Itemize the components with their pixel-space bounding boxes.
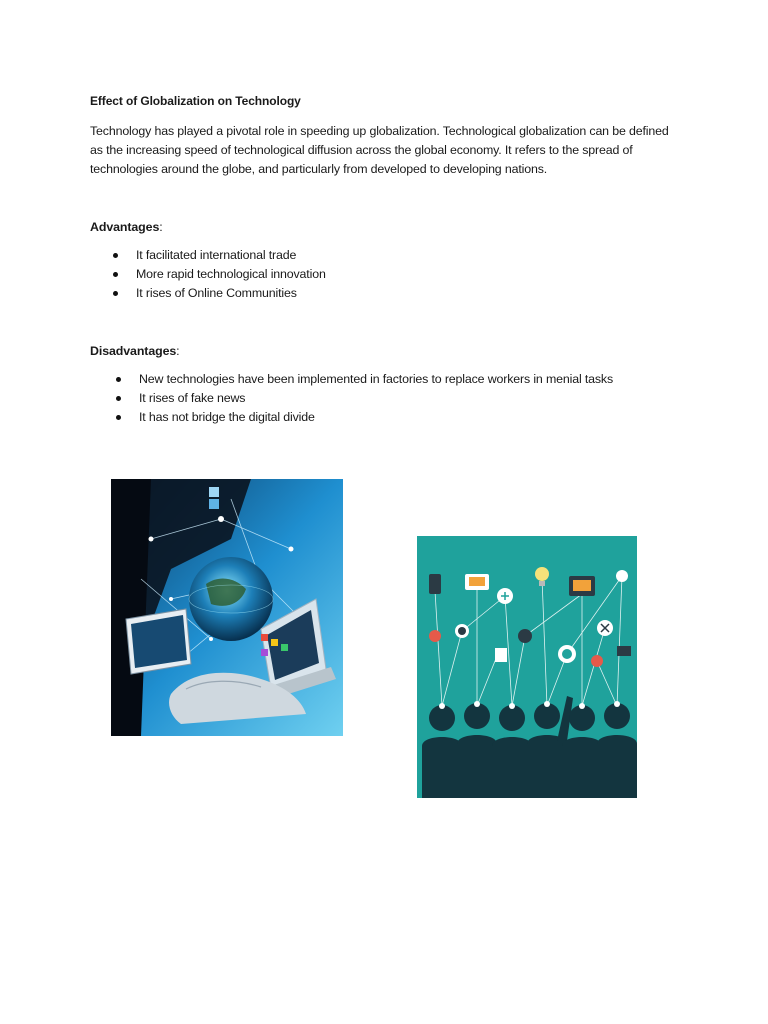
list-item [139, 370, 613, 389]
list-item-text: It facilitated international trade [136, 248, 297, 262]
list-item [136, 284, 326, 303]
list-item-text: It rises of fake news [139, 391, 246, 405]
bullet-icon [116, 377, 121, 382]
bullet-icon [113, 291, 118, 296]
technology-globe-hand-icon [111, 479, 343, 736]
list-item [136, 246, 326, 265]
disadvantages-heading-colon: : [176, 344, 180, 358]
advantages-list [136, 246, 326, 303]
intro-paragraph: Technology has played a pivotal role in speeding up globalization. Technological globalization can be defined as the increasing speed of technological diffusion across the global economy. It refers to the spread of technologies around the globe, and particularly from developed to developing nations. [90, 124, 669, 176]
disadvantages-list [139, 370, 613, 427]
connected-people-ideas-icon [417, 536, 637, 798]
list-item-text: More rapid technological innovation [136, 267, 326, 281]
advantages-heading-colon: : [159, 220, 163, 234]
list-item [136, 265, 326, 284]
advantages-heading-label: Advantages [90, 220, 160, 234]
list-item [139, 408, 613, 427]
document-title: Effect of Globalization on Technology [90, 94, 301, 108]
bullet-icon [113, 253, 118, 258]
disadvantages-heading [90, 344, 180, 358]
bullet-icon [113, 272, 118, 277]
technology-globe-image [111, 479, 343, 736]
bullet-icon [116, 396, 121, 401]
list-item [139, 389, 613, 408]
advantages-heading [90, 220, 163, 234]
list-item-text: New technologies have been implemented in factories to replace workers in menial tasks [139, 372, 614, 386]
list-item-text: It rises of Online Communities [136, 286, 297, 300]
list-item-text: It has not bridge the digital divide [139, 410, 315, 424]
bullet-icon [116, 415, 121, 420]
connected-people-image [417, 536, 637, 798]
disadvantages-heading-label: Disadvantages [90, 344, 177, 358]
